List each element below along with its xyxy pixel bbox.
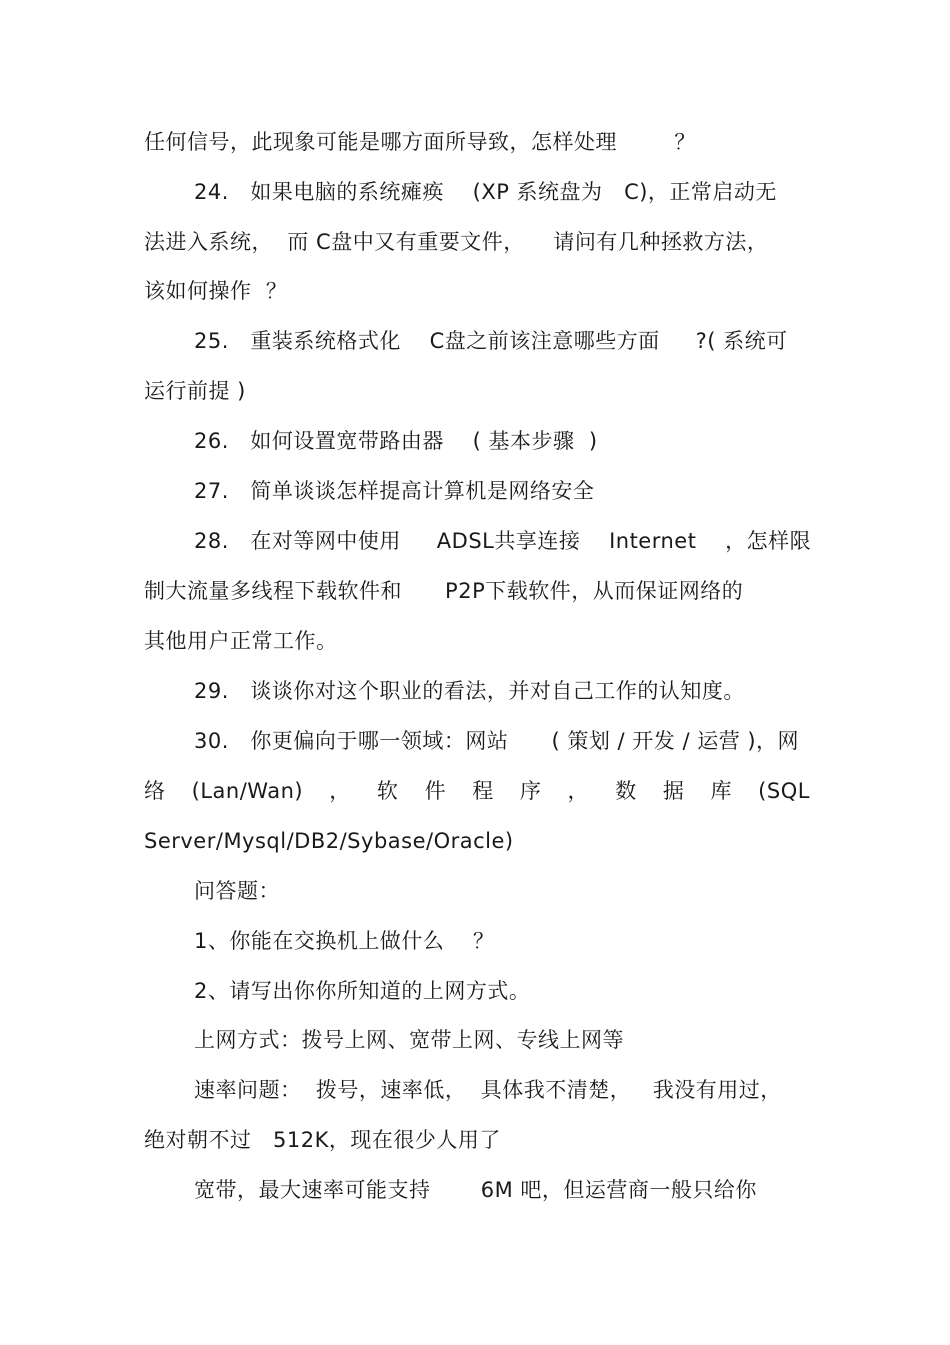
question-25-line-2: 运行前提 ) [144,379,246,403]
answer-speed-line-2: 绝对朝不过 512K，现在很少人用了 [144,1128,501,1152]
answer-speed-line-1: 速率问题： 拨号，速率低， 具体我不清楚， 我没有用过， [194,1078,782,1102]
question-28-line-3: 其他用户正常工作。 [144,629,338,653]
justified-token: (Lan/Wan) [191,779,304,803]
answer-broadband: 宽带，最大速率可能支持 6M 吧，但运营商一般只给你 [194,1178,757,1202]
justified-token: 数 [615,779,637,803]
question-24-line-3: 该如何操作 ？ [144,279,288,303]
question-25-line-1: 25. 重装系统格式化 C盘之前该注意哪些方面 ?( 系统可 [194,329,788,353]
question-28-line-1: 28. 在对等网中使用 ADSL共享连接 Internet ，怎样限 [194,529,812,553]
question-27: 27. 简单谈谈怎样提高计算机是网络安全 [194,479,595,503]
answer-methods: 上网方式：拨号上网、宽带上网、专线上网等 [194,1028,624,1052]
justified-token: 据 [662,779,685,803]
justified-token: 络 [144,779,166,803]
justified-token: 序 [519,779,542,803]
justified-token: 程 [472,779,494,803]
justified-token: ， [567,779,590,803]
question-28-line-2: 制大流量多线程下载软件和 P2P下载软件，从而保证网络的 [144,579,744,603]
justified-token: 库 [710,779,733,803]
justified-token: 件 [424,779,447,803]
section-heading-qa: 问答题： [194,879,280,903]
question-29: 29. 谈谈你对这个职业的看法，并对自己工作的认知度。 [194,679,745,703]
justified-token: 软 [376,779,399,803]
question-24-line-1: 24. 如果电脑的系统瘫痪 (XP 系统盘为 C)，正常启动无 [194,180,777,204]
qa-item-1: 1、你能在交换机上做什么 ？ [194,929,495,953]
qa-item-2: 2、请写出你你所知道的上网方式。 [194,979,531,1003]
question-30-line-1: 30. 你更偏向于哪一领域：网站 ( 策划 / 开发 / 运营 )，网 [194,729,800,753]
text-line: 任何信号，此现象可能是哪方面所导致，怎样处理 ？ [144,130,696,154]
question-30-line-3: Server/Mysql/DB2/Sybase/Oracle) [144,829,514,853]
question-26: 26. 如何设置宽带路由器 ( 基本步骤 ) [194,429,598,453]
justified-token: ， [329,779,351,803]
justified-token: (SQL [758,779,810,803]
question-24-line-2: 法进入系统， 而 C盘中又有重要文件， 请问有几种拯救方法， [144,230,769,254]
question-30-line-2 [144,777,810,805]
